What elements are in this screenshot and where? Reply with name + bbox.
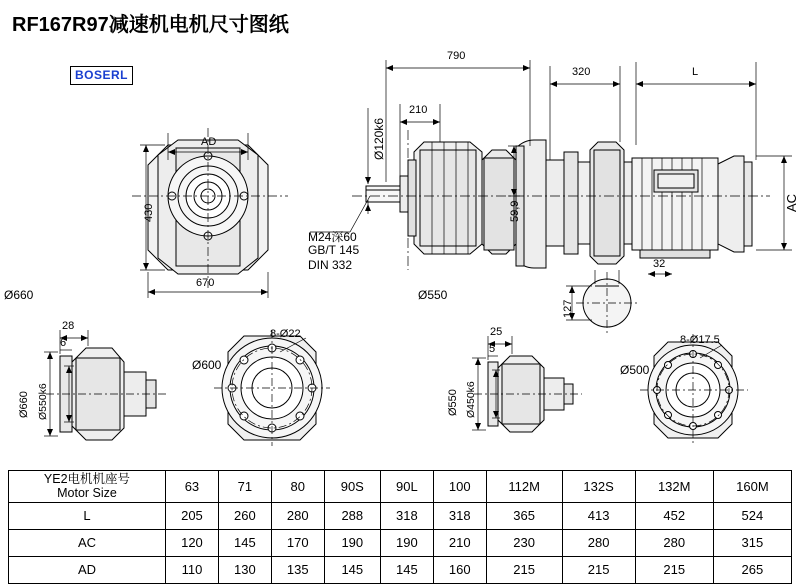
thread-callout-din332: DIN 332 [308,258,353,272]
table-row [9,529,792,556]
table-cell-AC-8: 280 [635,529,713,556]
dim-label-6: 6 [60,337,67,349]
dim-label-L: L [692,66,699,78]
dim-label-320: 320 [572,66,591,78]
table-row-label-AD: AD [9,556,166,583]
dim-label-dia550k6: Ø550k6 [37,383,49,420]
dim-label-5: 5 [489,343,496,355]
table-cell-AC-3: 190 [324,529,380,556]
motor-size-table [8,470,792,584]
dim-label-ad-top: AD [201,136,217,148]
table-cell-AC-1: 145 [218,529,271,556]
table-row-label-AC: AC [9,529,166,556]
dim-label-670: 670 [196,277,215,289]
table-cell-L-4: 318 [380,502,433,529]
table-cell-AD-3: 145 [324,556,380,583]
table-header-label [9,471,166,503]
table-cell-L-0: 205 [166,502,219,529]
table-cell-AD-4: 145 [380,556,433,583]
dim-label-28: 28 [62,320,75,332]
thread-callout-m24: M24深60 [308,230,357,244]
table-cell-size-4: 90L [380,471,433,503]
table-cell-AC-9: 315 [713,529,791,556]
table-row [9,502,792,529]
table-cell-size-1: 71 [218,471,271,503]
table-row [9,556,792,583]
table-cell-AD-6: 215 [486,556,562,583]
table-cell-AD-5: 160 [433,556,486,583]
dim-label-AC: AC [784,193,799,212]
table-cell-size-6: 112M [486,471,562,503]
dim-label-32: 32 [653,258,666,270]
table-cell-L-3: 288 [324,502,380,529]
dim-label-dia660-left: Ø660 [18,391,30,418]
table-cell-AD-2: 135 [271,556,324,583]
dim-label-dia450k6: Ø450k6 [465,381,477,418]
table-cell-size-9: 160M [713,471,791,503]
table-cell-size-0: 63 [166,471,219,503]
table-cell-AD-8: 215 [635,556,713,583]
dim-label-dia600: Ø600 [192,358,222,372]
table-cell-L-5: 318 [433,502,486,529]
table-cell-L-9: 524 [713,502,791,529]
table-header-label-en: Motor Size [57,486,117,501]
table-cell-AC-4: 190 [380,529,433,556]
table-cell-L-2: 280 [271,502,324,529]
dim-label-dia120k6: Ø120k6 [372,117,386,160]
thread-callout-gbt145: GB/T 145 [308,243,360,257]
table-cell-size-5: 100 [433,471,486,503]
table-cell-AC-2: 170 [271,529,324,556]
table-cell-L-1: 260 [218,502,271,529]
dim-label-dia660-top: Ø660 [4,288,34,302]
table-cell-L-8: 452 [635,502,713,529]
table-cell-AC-5: 210 [433,529,486,556]
dim-label-dia550-top: Ø550 [418,288,448,302]
table-cell-size-3: 90S [324,471,380,503]
table-row-label-L: L [9,502,166,529]
table-header-label-cn: YE2电机机座号 [43,472,131,486]
dim-label-790: 790 [447,50,466,62]
table-cell-AD-7: 215 [562,556,635,583]
dim-label-59-9: 59,9 [509,200,521,222]
page-title: RF167R97减速机电机尺寸图纸 [12,14,289,36]
table-cell-size-2: 80 [271,471,324,503]
table-cell-AC-0: 120 [166,529,219,556]
table-cell-AD-0: 110 [166,556,219,583]
table-cell-size-7: 132S [562,471,635,503]
table-cell-AC-6: 230 [486,529,562,556]
brand-logo: BOSERL [70,66,133,85]
dim-label-holes-17-5: 8-Ø17.5 [680,334,720,346]
dim-label-210: 210 [409,104,428,116]
table-cell-L-6: 365 [486,502,562,529]
dim-label-25: 25 [490,326,503,338]
dim-label-dia550-left: Ø550 [447,389,459,416]
dim-label-dia500: Ø500 [620,363,650,377]
dim-label-430: 430 [143,203,155,222]
table-cell-size-8: 132M [635,471,713,503]
table-cell-L-7: 413 [562,502,635,529]
dim-label-holes-22: 8-Ø22 [270,328,301,340]
table-cell-AD-9: 265 [713,556,791,583]
dim-label-127: 127 [562,299,574,318]
table-cell-AD-1: 130 [218,556,271,583]
table-cell-AC-7: 280 [562,529,635,556]
table-header-row [9,471,792,503]
